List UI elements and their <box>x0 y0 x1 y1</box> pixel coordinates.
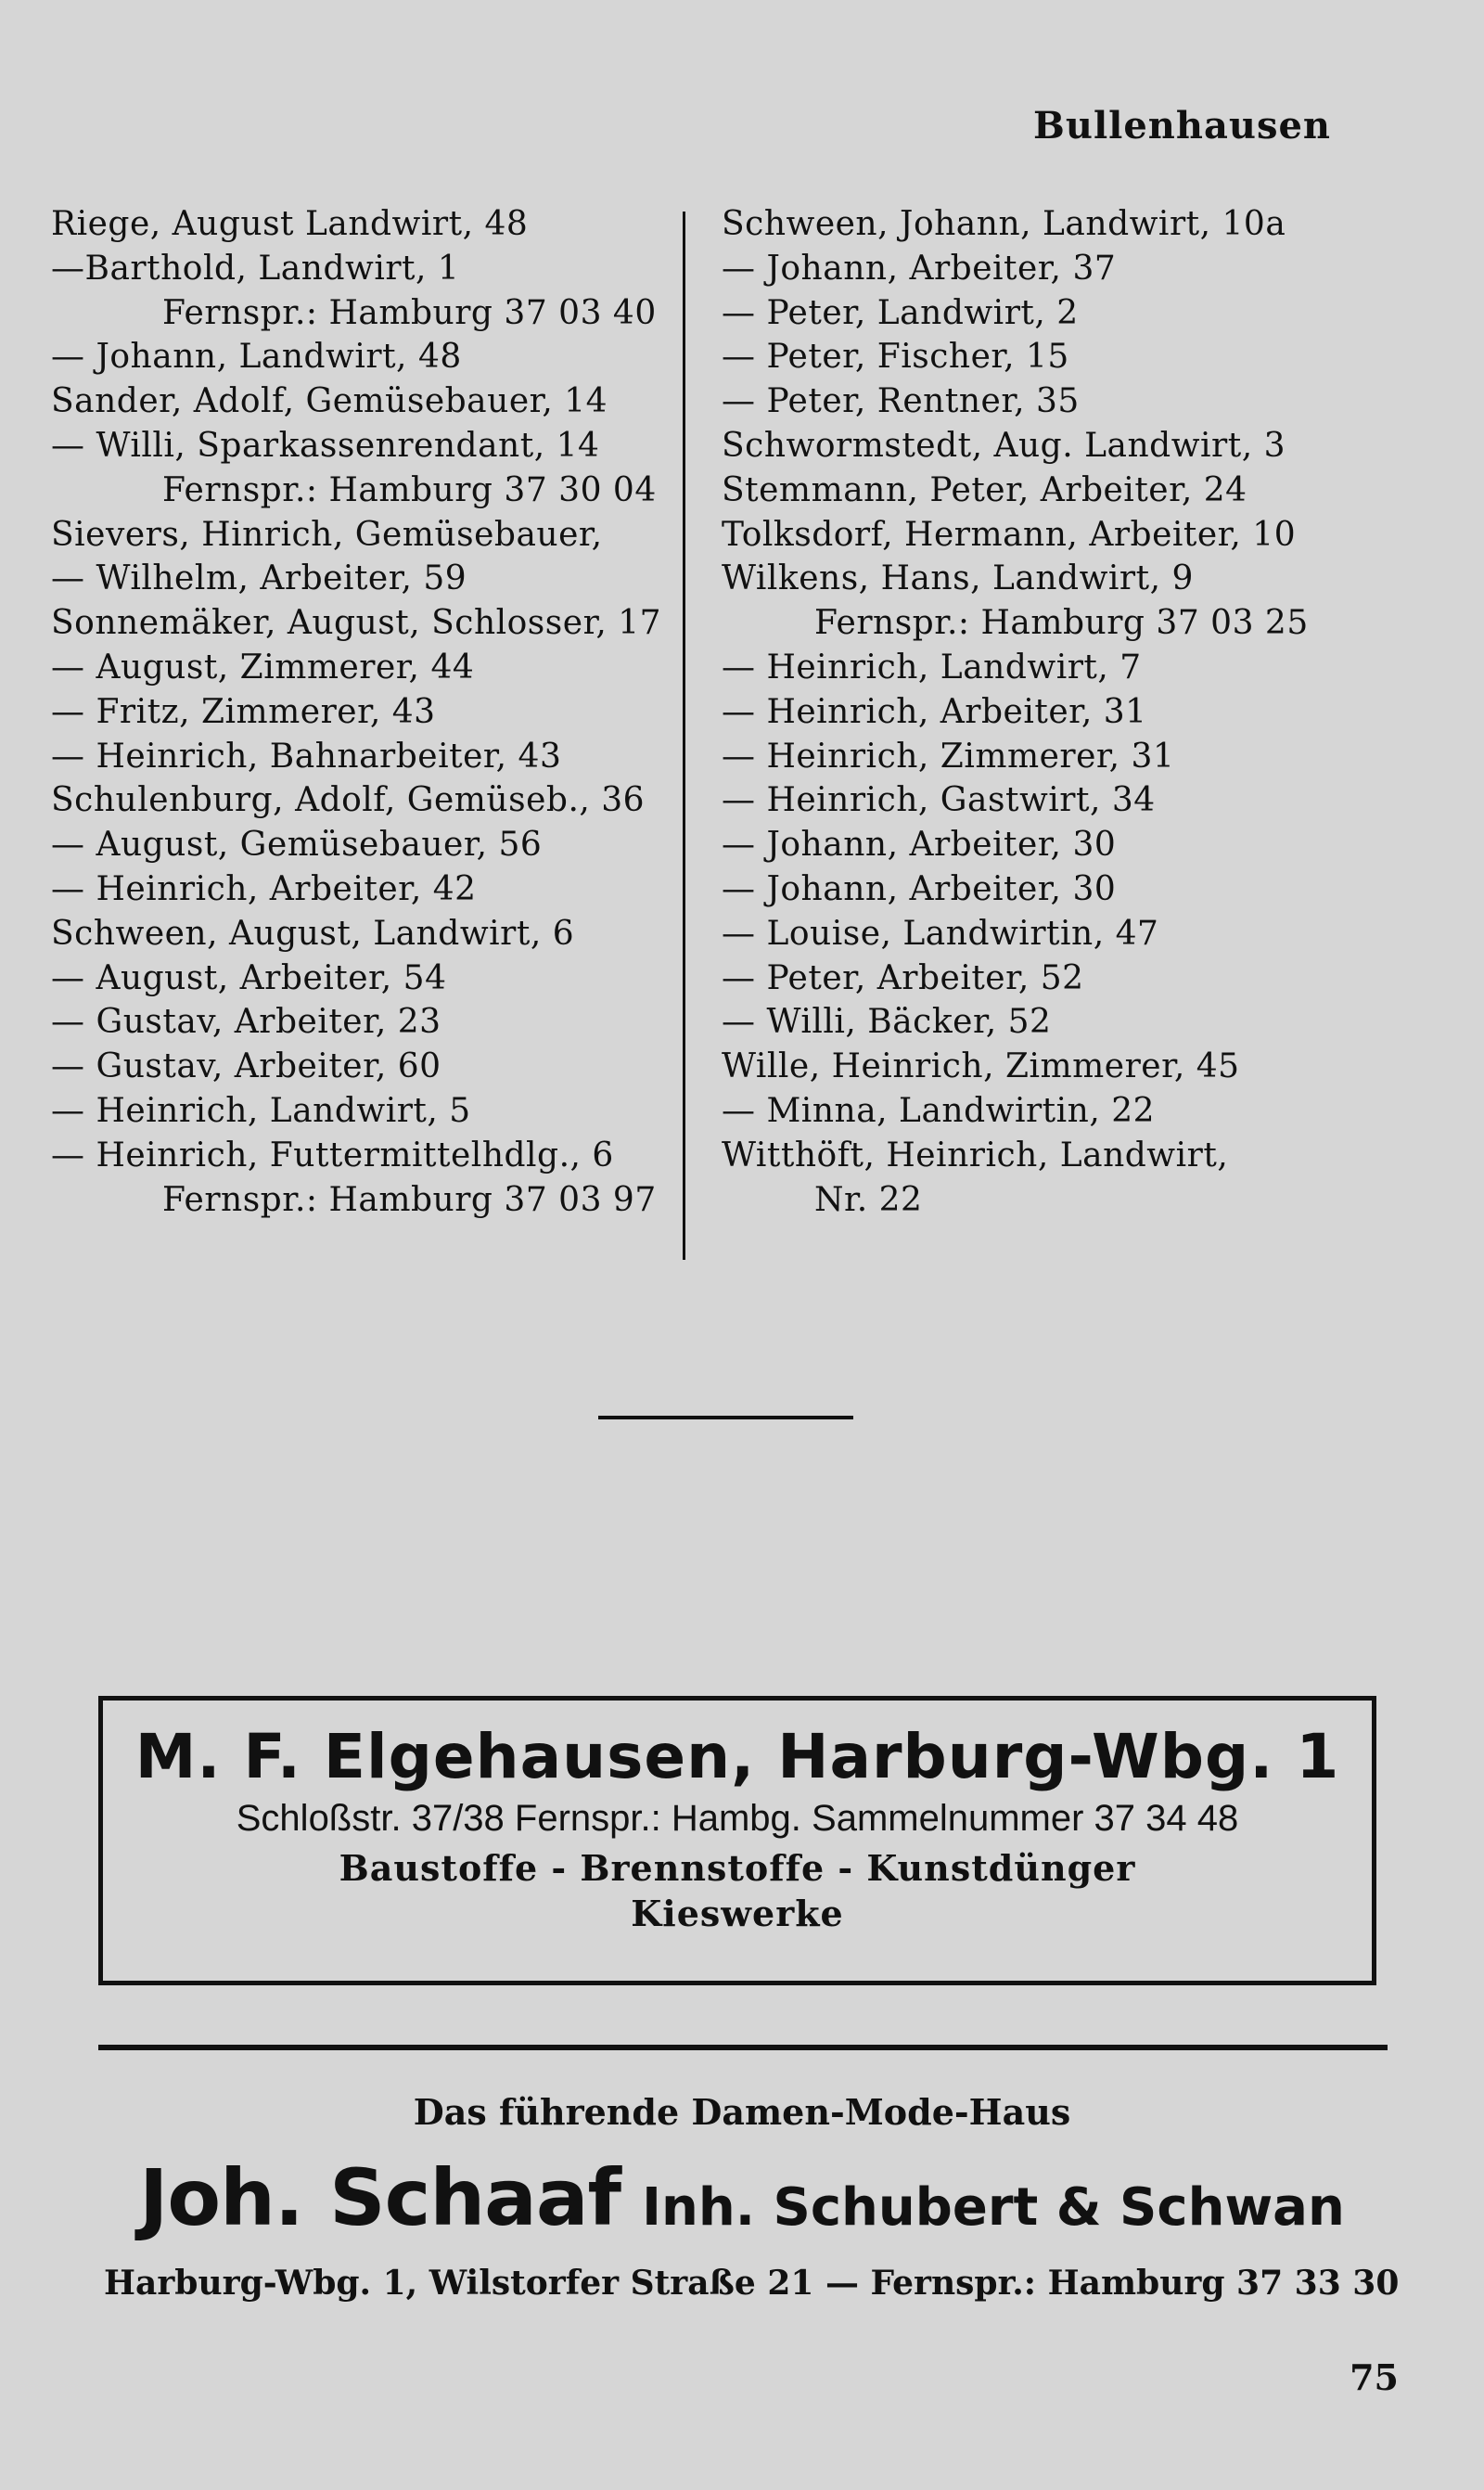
shop-tagline: Das führende Damen-Mode-Haus <box>413 2091 1071 2133</box>
directory-entry: — Johann, Arbeiter, 37 <box>722 249 1117 288</box>
running-head: Bullenhausen <box>1033 104 1331 148</box>
directory-entry: — Johann, Arbeiter, 30 <box>722 826 1117 865</box>
directory-entry: Schween, Johann, Landwirt, 10a <box>722 205 1286 243</box>
directory-entry: Wilkens, Hans, Landwirt, 9 <box>722 559 1194 598</box>
directory-entry: — Gustav, Arbeiter, 60 <box>51 1047 441 1086</box>
directory-entry: — Heinrich, Landwirt, 7 <box>722 648 1142 687</box>
directory-entry: Schwormstedt, Aug. Landwirt, 3 <box>722 426 1286 465</box>
directory-entry: Schween, August, Landwirt, 6 <box>51 914 575 953</box>
advertisement-divider <box>98 2045 1388 2050</box>
directory-entry: — Heinrich, Arbeiter, 42 <box>51 869 477 908</box>
shop-owners: Inh. Schubert & Schwan <box>642 2177 1345 2238</box>
directory-entry: — Louise, Landwirtin, 47 <box>722 914 1159 953</box>
directory-entry: — August, Arbeiter, 54 <box>51 958 447 997</box>
directory-entry: — Johann, Landwirt, 48 <box>51 338 462 377</box>
directory-entry-phone: Fernspr.: Hamburg 37 30 04 <box>162 470 657 509</box>
directory-entry: — Heinrich, Zimmerer, 31 <box>722 737 1175 776</box>
directory-entry: Sievers, Hinrich, Gemüsebauer, <box>51 515 603 554</box>
advertiser-address: Schloßstr. 37/38 Fernspr.: Hambg. Sammelnummer 37 34 48 <box>236 1798 1239 1839</box>
directory-entry: — Wilhelm, Arbeiter, 59 <box>51 559 467 598</box>
directory-entry: — Peter, Arbeiter, 52 <box>722 958 1084 997</box>
directory-entry-phone: Fernspr.: Hamburg 37 03 25 <box>814 604 1309 643</box>
advertiser-goods: Baustoffe - Brennstoffe - Kunstdünger <box>339 1847 1136 1889</box>
directory-entry: — Minna, Landwirtin, 22 <box>722 1091 1156 1130</box>
directory-entry: Stemmann, Peter, Arbeiter, 24 <box>722 470 1247 509</box>
directory-entry: Tolksdorf, Hermann, Arbeiter, 10 <box>722 515 1297 554</box>
directory-entry: Witthöft, Heinrich, Landwirt, <box>722 1136 1229 1174</box>
shop-name: Joh. Schaaf <box>139 2152 621 2243</box>
directory-entry: — Peter, Landwirt, 2 <box>722 293 1079 332</box>
directory-entry: Wille, Heinrich, Zimmerer, 45 <box>722 1047 1240 1086</box>
directory-entry-phone: Fernspr.: Hamburg 37 03 40 <box>162 293 657 332</box>
column-divider <box>683 212 685 1260</box>
advertiser-extra: Kieswerke <box>631 1893 844 1934</box>
directory-entry: —Barthold, Landwirt, 1 <box>51 249 460 288</box>
section-divider <box>598 1416 853 1419</box>
directory-entry: Riege, August Landwirt, 48 <box>51 205 529 243</box>
directory-entry: — Heinrich, Bahnarbeiter, 43 <box>51 737 562 776</box>
directory-entry: — Heinrich, Arbeiter, 31 <box>722 692 1147 731</box>
directory-entry: — Willi, Bäcker, 52 <box>722 1003 1052 1042</box>
directory-entry: — Heinrich, Futtermittelhdlg., 6 <box>51 1136 614 1174</box>
shop-address: Harburg-Wbg. 1, Wilstorfer Straße 21 — Fernspr.: Hamburg 37 33 30 <box>104 2264 1400 2303</box>
directory-left-column <box>51 202 691 1222</box>
directory-entry: — Gustav, Arbeiter, 23 <box>51 1003 441 1042</box>
advertiser-name: M. F. Elgehausen, Harburg-Wbg. 1 <box>134 1721 1340 1792</box>
page-number: 75 <box>1350 2356 1399 2398</box>
directory-entry: — Johann, Arbeiter, 30 <box>722 869 1117 908</box>
directory-entry: — Willi, Sparkassenrendant, 14 <box>51 426 600 465</box>
directory-entry: Sander, Adolf, Gemüsebauer, 14 <box>51 382 608 421</box>
directory-entry: — August, Gemüsebauer, 56 <box>51 826 543 865</box>
directory-entry: Schulenburg, Adolf, Gemüseb., 36 <box>51 781 646 820</box>
elgehausen-advertisement <box>98 1696 1376 1985</box>
directory-entry: — August, Zimmerer, 44 <box>51 648 475 687</box>
directory-entry: — Peter, Fischer, 15 <box>722 338 1069 377</box>
directory-entry-phone: Fernspr.: Hamburg 37 03 97 <box>162 1180 657 1219</box>
directory-entry-continuation: Nr. 22 <box>814 1180 923 1219</box>
directory-entry: — Fritz, Zimmerer, 43 <box>51 692 436 731</box>
directory-entry: — Heinrich, Gastwirt, 34 <box>722 781 1156 820</box>
directory-entry: Sonnemäker, August, Schlosser, 17 <box>51 604 662 643</box>
directory-entry: — Peter, Rentner, 35 <box>722 382 1080 421</box>
directory-right-column <box>722 202 1399 1222</box>
shop-name-line <box>102 2152 1382 2243</box>
directory-entry: — Heinrich, Landwirt, 5 <box>51 1091 471 1130</box>
